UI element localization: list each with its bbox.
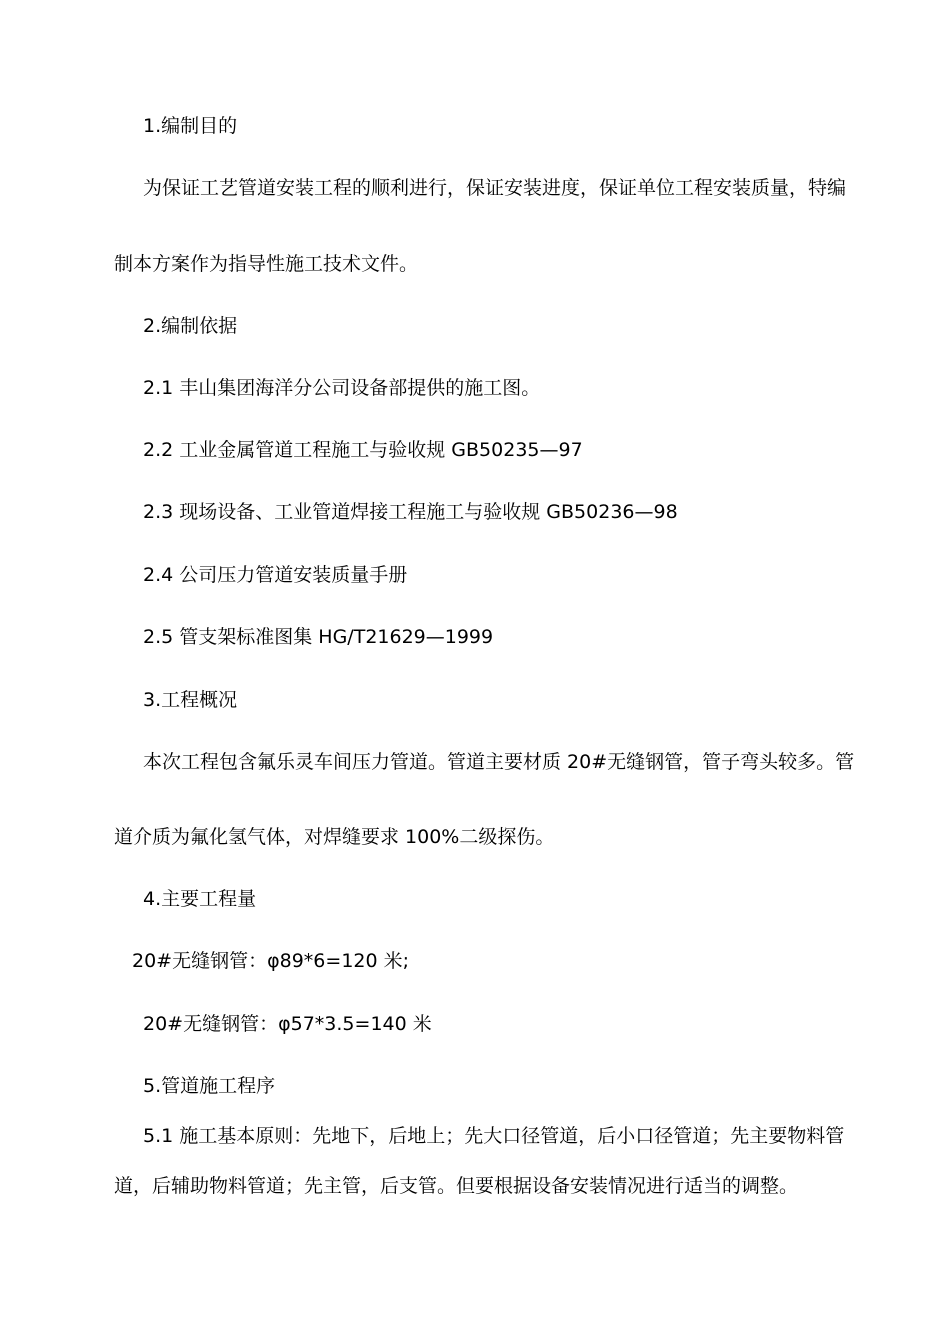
paragraph-text: 制本方案作为指导性施工技术文件。 <box>114 253 419 275</box>
paragraph-text: 为保证工艺管道安装工程的顺利进行，保证安装进度，保证单位工程安装质量，特编 <box>143 177 847 199</box>
quantity-item: 20#无缝钢管：φ89*6=120 米; <box>132 950 410 972</box>
basis-item: 2.1 丰山集团海洋分公司设备部提供的施工图。 <box>143 377 541 399</box>
basis-item: 2.4 公司压力管道安装质量手册 <box>143 564 408 586</box>
basis-item: 2.2 工业金属管道工程施工与验收规 GB50235—97 <box>143 439 583 461</box>
section-heading-purpose: 1.编制目的 <box>143 115 238 137</box>
basis-item: 2.3 现场设备、工业管道焊接工程施工与验收规 GB50236—98 <box>143 501 678 523</box>
paragraph-text: 道，后辅助物料管道；先主管，后支管。但要根据设备安装情况进行适当的调整。 <box>114 1175 799 1197</box>
section-heading-basis: 2.编制依据 <box>143 315 238 337</box>
paragraph-text: 道介质为氟化氢气体，对焊缝要求 100%二级探伤。 <box>114 826 555 848</box>
paragraph-text: 5.1 施工基本原则：先地下，后地上；先大口径管道，后小口径管道；先主要物料管 <box>143 1125 845 1147</box>
paragraph-text: 本次工程包含氟乐灵车间压力管道。管道主要材质 20#无缝钢管，管子弯头较多。管 <box>143 751 855 773</box>
quantity-item: 20#无缝钢管：φ57*3.5=140 米 <box>143 1013 432 1035</box>
section-heading-overview: 3.工程概况 <box>143 689 238 711</box>
section-heading-quantities: 4.主要工程量 <box>143 888 257 910</box>
basis-item: 2.5 管支架标准图集 HG/T21629—1999 <box>143 626 494 648</box>
section-heading-procedure: 5.管道施工程序 <box>143 1075 276 1097</box>
